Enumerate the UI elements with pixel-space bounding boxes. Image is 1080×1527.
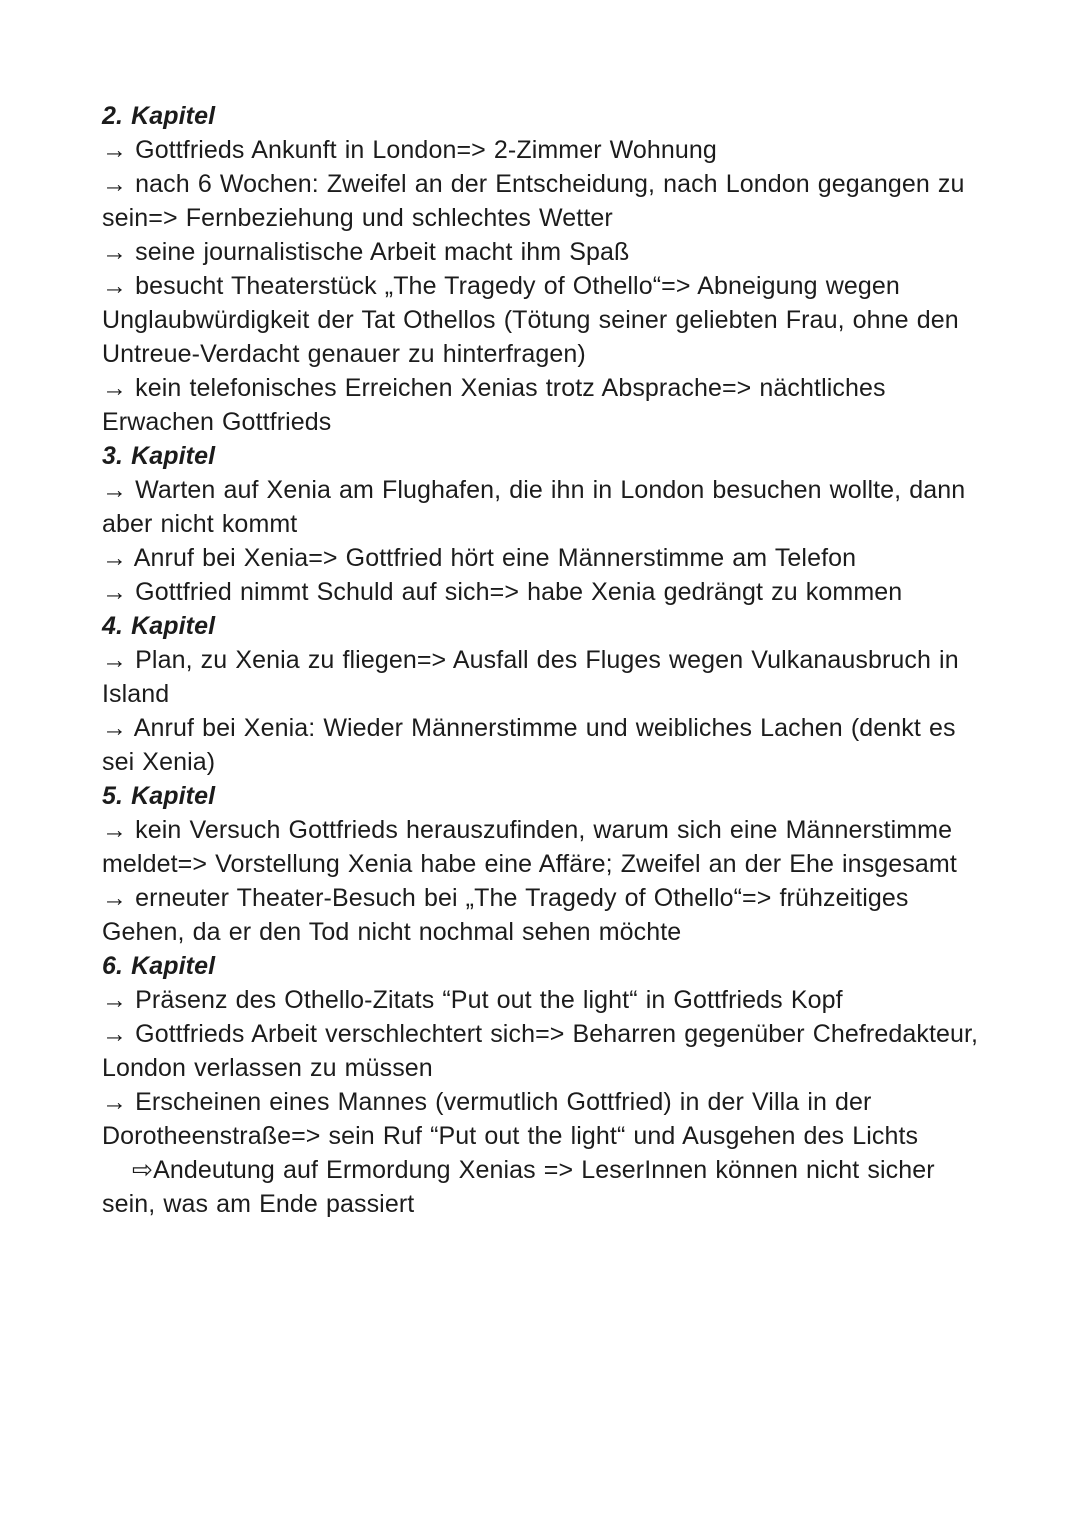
arrow-bullet-icon: → (102, 272, 136, 300)
arrow-bullet-icon: → (102, 1088, 136, 1116)
chapter-heading-label: 2. Kapitel (102, 102, 216, 130)
arrow-bullet-icon: → (102, 544, 134, 572)
arrow-bullet-icon: → (102, 1020, 136, 1048)
note-item (102, 541, 980, 575)
chapter-heading (102, 609, 980, 643)
note-item (102, 983, 980, 1017)
note-item (102, 643, 980, 711)
arrow-bullet-icon: → (102, 136, 136, 164)
arrow-bullet-icon: → (102, 646, 136, 674)
chapter-heading-label: 4. Kapitel (102, 612, 216, 640)
chapter-heading-label: 5. Kapitel (102, 782, 216, 810)
white-arrow-icon: ⇨ (132, 1156, 154, 1184)
note-text: seine journalistische Arbeit macht ihm Spaß (135, 238, 630, 266)
note-item (102, 575, 980, 609)
note-item (102, 881, 980, 949)
note-text: Gottfried nimmt Schuld auf sich=> habe Xenia gedrängt zu kommen (135, 578, 903, 606)
chapter-heading (102, 779, 980, 813)
note-text: Anruf bei Xenia=> Gottfried hört eine Männerstimme am Telefon (133, 544, 857, 572)
arrow-bullet-icon: → (102, 884, 136, 912)
note-item (102, 371, 980, 439)
note-text: besucht Theaterstück „The Tragedy of Othello“=> Abneigung wegen Unglaubwürdigkeit der Tat Othellos (Tötung seiner geliebten Frau, ohne den Untreue-Verdacht genauer zu hinterfragen) (102, 272, 959, 368)
arrow-bullet-icon: → (102, 476, 136, 504)
chapter-heading (102, 949, 980, 983)
note-text: Warten auf Xenia am Flughafen, die ihn in London besuchen wollte, dann aber nicht kommt (102, 476, 966, 538)
arrow-bullet-icon: → (102, 170, 136, 198)
arrow-bullet-icon: → (102, 578, 136, 606)
note-item (102, 235, 980, 269)
notes-list (102, 99, 980, 1221)
note-item (102, 133, 980, 167)
note-text: Gottfrieds Arbeit verschlechtert sich=> Beharren gegenüber Chefredakteur, London verlassen zu müssen (102, 1020, 979, 1082)
note-text: nach 6 Wochen: Zweifel an der Entscheidung, nach London gegangen zu sein=> Fernbeziehung und schlechtes Wetter (102, 170, 965, 232)
arrow-bullet-icon: → (102, 374, 136, 402)
note-item (102, 711, 980, 779)
conclusion-item (102, 1153, 980, 1221)
note-text: kein telefonisches Erreichen Xenias trotz Absprache=> nächtliches Erwachen Gottfrieds (102, 374, 886, 436)
note-text: Präsenz des Othello-Zitats “Put out the light“ in Gottfrieds Kopf (135, 986, 843, 1014)
note-text: Erscheinen eines Mannes (vermutlich Gottfried) in der Villa in der Dorotheenstraße=> sein Ruf “Put out the light“ und Ausgehen des Lichts (102, 1088, 919, 1150)
note-item (102, 1085, 980, 1153)
note-text: Andeutung auf Ermordung Xenias => LeserInnen können nicht sicher sein, was am Ende passiert (102, 1156, 935, 1218)
chapter-heading-label: 6. Kapitel (102, 952, 216, 980)
note-text: Anruf bei Xenia: Wieder Männerstimme und weibliches Lachen (denkt es sei Xenia) (102, 714, 956, 776)
note-item (102, 813, 980, 881)
arrow-bullet-icon: → (102, 816, 136, 844)
chapter-heading (102, 99, 980, 133)
note-item (102, 1017, 980, 1085)
note-item (102, 167, 980, 235)
note-item (102, 269, 980, 371)
arrow-bullet-icon: → (102, 986, 136, 1014)
note-text: Plan, zu Xenia zu fliegen=> Ausfall des Fluges wegen Vulkanausbruch in Island (102, 646, 959, 708)
arrow-bullet-icon: → (102, 238, 136, 266)
note-text: erneuter Theater-Besuch bei „The Tragedy of Othello“=> frühzeitiges Gehen, da er den Tod nicht nochmal sehen möchte (102, 884, 909, 946)
arrow-bullet-icon: → (102, 714, 134, 742)
note-text: kein Versuch Gottfrieds herauszufinden, warum sich eine Männerstimme meldet=> Vorstellung Xenia habe eine Affäre; Zweifel an der Ehe insgesamt (102, 816, 957, 878)
chapter-heading-label: 3. Kapitel (102, 442, 216, 470)
note-text: Gottfrieds Ankunft in London=> 2-Zimmer Wohnung (135, 136, 717, 164)
chapter-heading (102, 439, 980, 473)
note-item (102, 473, 980, 541)
